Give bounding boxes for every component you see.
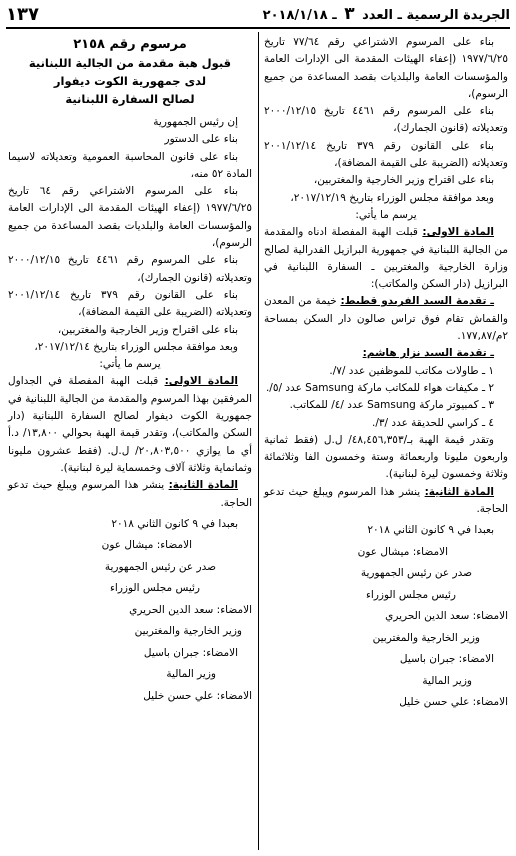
signature: الامضاء: علي حسن خليل [143, 689, 252, 702]
paragraph: بناء على اقتراح وزير الخارجية والمغتربين، [57, 323, 238, 336]
signature: الامضاء: سعد الدين الحريري [385, 610, 508, 623]
paragraph: وبعد موافقة مجلس الوزراء بتاريخ ٢٠١٧/١٢/١٩، [290, 191, 494, 204]
issued-by: صدر عن رئيس الجمهورية [104, 560, 216, 573]
column-divider [258, 32, 259, 850]
page-number: ١٣٧ [6, 3, 39, 25]
paragraph: بناء على الدستور [164, 133, 238, 146]
paragraph: بناء على القانون رقم ٣٧٩ تاريخ ٢٠٠١/١٢/١٤ وتعديلاته (الضريبة على القيمة المضافة)، [8, 288, 252, 319]
article-text: ينشر هذا المرسوم ويبلغ حيث تدعو الحاجة. [8, 479, 252, 509]
header-rule [6, 27, 510, 29]
article-text: قبلت الهبة المفصلة في الجداول المرفقين بهذا المرسوم والمقدمة من الجالية اللبنانية في جمهورية الكوت ديفوار لصالح السفارة اللبنانية (دار السكن والمكاتب)، وتقدر قيمة الهبة بحوالي ١٣,٨٠٠/ د.أ أي ما يوازي ٢٠,٨٠٣,٥٠٠/ ل.ل. (فقط عشرون مليونا وثمانماية وثلاثة آلاف وخمسماية ليرة لبنانية). [8, 375, 252, 474]
decrees-heading: يرسم ما يأتي: [99, 358, 161, 371]
article-label: المادة الثانية: [168, 479, 238, 492]
issue-number: ٣ [344, 4, 355, 24]
signature: الامضاء: سعد الدين الحريري [129, 603, 252, 616]
official-title: وزير المالية [422, 674, 472, 687]
paragraph: وبعد موافقة مجلس الوزراء بتاريخ ٢٠١٧/١٢/١٤، [34, 340, 238, 353]
issued-by: صدر عن رئيس الجمهورية [360, 567, 472, 580]
preamble: إن رئيس الجمهورية [153, 116, 238, 128]
article-text: قبلت الهبة المفصلة ادناه والمقدمة من الجالية اللبنانية في جمهورية البرازيل الفدرالية لصالح وزارة الخارجية والمغتربين ـ السفارة اللبنانية في البرازيل (دار السكن والمكاتب): [264, 226, 508, 291]
article-one [264, 224, 508, 293]
article-text: ينشر هذا المرسوم ويبلغ حيث تدعو الحاجة. [264, 485, 508, 516]
signature: الامضاء: جبران باسيل [399, 653, 494, 666]
paragraph: بناء على القانون رقم ٣٧٩ تاريخ ٢٠٠١/١٢/١٤ وتعديلاته (الضريبة على القيمة المضافة)، [264, 139, 508, 170]
decree-title: لدى جمهورية الكوت ديفوار [53, 74, 207, 88]
list-item: ١ ـ طاولات مكاتب للموظفين عدد /٧/. [329, 364, 494, 377]
signatures-block [264, 520, 508, 714]
article-label: المادة الاولى: [422, 226, 494, 239]
signature: الامضاء: ميشال عون [357, 545, 448, 558]
decree-number: مرسوم رقم ٢١٥٨ [73, 37, 187, 52]
page-header [6, 3, 510, 25]
donor-label: ـ تقدمة السيد الفريدو قطيط: [340, 295, 494, 308]
journal-title [263, 4, 510, 24]
paragraph: بناء على اقتراح وزير الخارجية والمغتربين، [313, 174, 494, 187]
donation-one [264, 293, 508, 345]
article-two [264, 484, 508, 519]
signature: الامضاء: ميشال عون [101, 539, 192, 552]
paragraph: بناء على المرسوم الاشتراعي رقم ٦٤ تاريخ ١٩٧٧/٦/٢٥ (إعفاء الهيئات المقدمة الى الإدارات العامة والمؤسسات العامة والبلديات بقصد المساعدة من جميع الرسوم)، [8, 185, 252, 250]
official-title: وزير الخارجية والمغتربين [372, 631, 480, 644]
official-title: وزير الخارجية والمغتربين [134, 625, 242, 638]
paragraph: بناء على المرسوم الاشتراعي رقم ٧٧/٦٤ تاريخ ١٩٧٧/٦/٢٥ (إعفاء الهيئات المقدمة الى الإدارات العامة والمؤسسات العامة والبلديات بقصد المساعدة من جميع الرسوم)، [264, 36, 508, 100]
official-title: وزير المالية [166, 668, 216, 681]
paragraph: بناء على المرسوم رقم ٤٤٦١ تاريخ ٢٠٠٠/١٢/١٥ وتعديلاته (قانون الجمارك)، [264, 105, 508, 135]
decree-title-block [8, 36, 252, 108]
official-title: رئيس مجلس الوزراء [109, 582, 200, 595]
place-date: بعبدا في ٩ كانون الثاني ٢٠١٨ [367, 524, 494, 537]
decree-title: لصالح السفارة اللبنانية [65, 92, 195, 106]
decree-title: قبول هبة مقدمة من الجالية اللبنانية [28, 56, 232, 70]
signature: الامضاء: جبران باسيل [143, 646, 238, 659]
issue-date: ـ ٢٠١٨/١/١٨ [262, 8, 337, 23]
article-label: المادة الثانية: [424, 485, 494, 498]
list-item: ٣ ـ كمبيوتر ماركة Samsung عدد /٤/ للمكاتب. [289, 399, 494, 412]
official-title: رئيس مجلس الوزراء [365, 588, 456, 601]
journal-name: الجريدة الرسمية ـ العدد [362, 8, 510, 23]
signatures-block [8, 514, 252, 708]
paragraph: بناء على قانون المحاسبة العمومية وتعديلاته لاسيما المادة ٥٢ منه، [8, 150, 252, 180]
list-item: ٤ ـ كراسي للحديقة عدد /٣/. [371, 416, 494, 429]
right-column [264, 34, 508, 714]
decrees-heading: يرسم ما يأتي: [355, 208, 417, 221]
article-two [8, 477, 252, 512]
donation-text: خيمة من المعدن والقماش تقام فوق تراس صالون دار السكن بمساحة ٢م/١٧٧,٨٧. [264, 295, 508, 343]
donor-label: ـ تقدمة السيد نزار هاشم: [362, 347, 494, 360]
donation-value: وتقدر قيمة الهبة بـ/٤٨,٤٥٦,٣٥٣/ ل.ل (فقط ثمانية واربعون مليونا واربعمائة وستة وخمسون الفا وثلاثمائة وثلاثة وخمسون ليرة لبنانية). [264, 433, 508, 481]
list-item: ٢ ـ مكيفات هواء للمكاتب ماركة Samsung عدد /٥/. [265, 381, 494, 394]
article-label: المادة الاولى: [164, 375, 238, 388]
left-column [8, 34, 252, 707]
place-date: بعبدا في ٩ كانون الثاني ٢٠١٨ [111, 517, 238, 530]
paragraph: بناء على المرسوم رقم ٤٤٦١ تاريخ ٢٠٠٠/١٢/١٥ وتعديلاته (قانون الجمارك)، [8, 254, 252, 284]
article-one [8, 373, 252, 477]
signature: الامضاء: علي حسن خليل [399, 696, 508, 709]
